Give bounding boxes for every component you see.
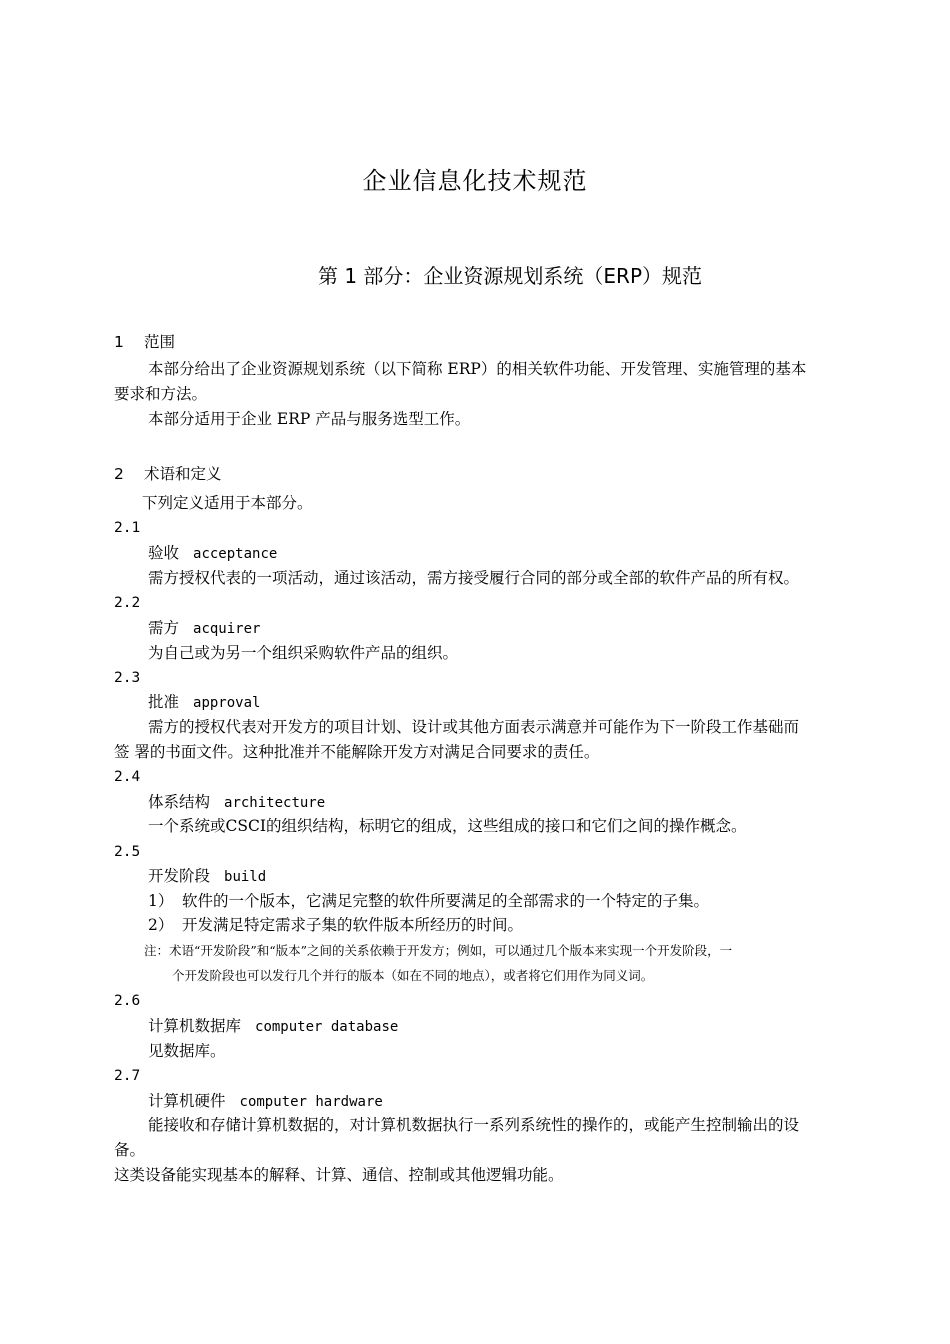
scope-para-1-line-1: 本部分给出了企业资源规划系统（以下简称 ERP）的相关软件功能、开发管理、实施管理的基本 — [148, 360, 807, 378]
term-definition: 为自己或为另一个组织采购软件产品的组织。 — [148, 644, 459, 662]
term-entry — [148, 542, 277, 565]
term-zh: 开发阶段 — [148, 867, 211, 885]
clause-number: 2.1 — [114, 520, 141, 536]
term-en: acquirer — [193, 621, 261, 637]
section-number: 1 — [114, 333, 124, 351]
term-en: approval — [193, 695, 261, 711]
document-subtitle: 第 1 部分：企业资源规划系统（ERP）规范 — [317, 264, 703, 288]
term-zh: 体系结构 — [148, 793, 211, 811]
term-definition-line-2: 签 署的书面文件。这种批准并不能解除开发方对满足合同要求的责任。 — [114, 743, 600, 761]
term-entry — [148, 865, 266, 888]
term-entry — [148, 691, 260, 714]
term-zh: 批准 — [148, 693, 180, 711]
term-zh: 验收 — [148, 544, 180, 562]
list-marker: 1） — [148, 892, 174, 910]
section-title: 术语和定义 — [144, 465, 222, 483]
term-entry — [148, 791, 325, 814]
term-zh: 计算机硬件 — [148, 1092, 226, 1110]
section-1-heading — [114, 331, 175, 353]
clause-number: 2.4 — [114, 769, 141, 785]
section-title: 范围 — [144, 333, 176, 351]
term-zh: 计算机数据库 — [148, 1017, 242, 1035]
term-definition-line-2: 备。 — [114, 1141, 146, 1159]
note-line-2: 个开发阶段也可以发行几个并行的版本（如在不同的地点），或者将它们用作为同义词。 — [172, 968, 654, 983]
list-marker: 2） — [148, 916, 174, 934]
clause-number: 2.6 — [114, 993, 141, 1009]
document-title: 企业信息化技术规范 — [362, 167, 588, 195]
term-entry — [148, 617, 260, 640]
clause-number: 2.5 — [114, 844, 141, 860]
term-definition-line-1: 能接收和存储计算机数据的，对计算机数据执行一系列系统性的操作的，或能产生控制输出的设 — [148, 1116, 800, 1134]
term-definition: 一个系统或CSCI的组织结构，标明它的组成，这些组成的接口和它们之间的操作概念。 — [148, 817, 747, 835]
section-2-heading — [114, 463, 222, 485]
term-zh: 需方 — [148, 619, 180, 637]
list-item-text: 开发满足特定需求子集的软件版本所经历的时间。 — [182, 916, 524, 934]
note-line-1: 注：术语“开发阶段”和“版本”之间的关系依赖于开发方；例如，可以通过几个版本来实现一个开发阶段，一 — [144, 943, 733, 958]
term-definition-line-1: 需方的授权代表对开发方的项目计划、设计或其他方面表示满意并可能作为下一阶段工作基础而 — [148, 718, 800, 736]
list-item — [148, 914, 523, 936]
term-entry — [148, 1015, 398, 1038]
terms-intro: 下列定义适用于本部分。 — [142, 494, 313, 512]
term-en: computer hardware — [239, 1094, 383, 1110]
term-en: build — [224, 869, 267, 885]
list-item — [148, 890, 709, 912]
clause-number: 2.3 — [114, 670, 141, 686]
term-en: computer database — [255, 1019, 399, 1035]
scope-para-2: 本部分适用于企业 ERP 产品与服务选型工作。 — [148, 410, 471, 428]
clause-number: 2.7 — [114, 1068, 141, 1084]
term-en: acceptance — [193, 546, 278, 562]
term-definition: 需方授权代表的一项活动，通过该活动，需方接受履行合同的部分或全部的软件产品的所有权。 — [148, 569, 800, 587]
list-item-text: 软件的一个版本，它满足完整的软件所要满足的全部需求的一个特定的子集。 — [182, 892, 710, 910]
term-en: architecture — [224, 795, 326, 811]
scope-para-1-line-2: 要求和方法。 — [114, 385, 208, 403]
clause-number: 2.2 — [114, 595, 141, 611]
section-number: 2 — [114, 465, 124, 483]
term-definition: 见数据库。 — [148, 1042, 226, 1060]
term-definition-line-3: 这类设备能实现基本的解释、计算、通信、控制或其他逻辑功能。 — [114, 1166, 564, 1184]
term-entry — [148, 1090, 383, 1113]
